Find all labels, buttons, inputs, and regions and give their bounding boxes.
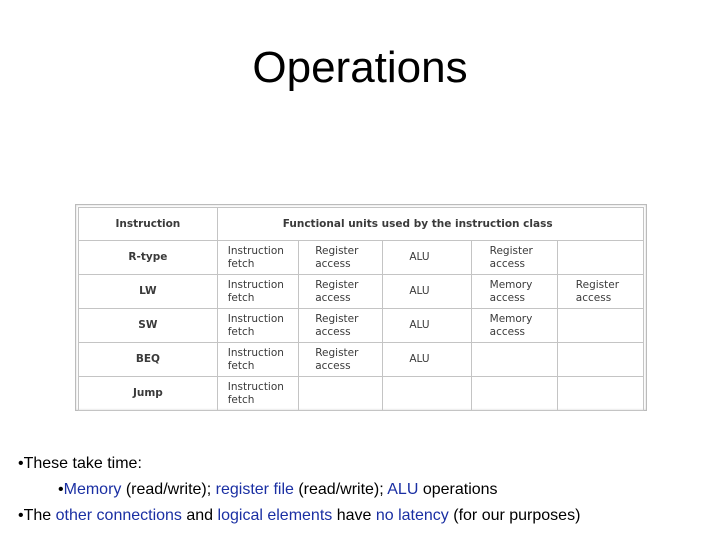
row-label: SW (79, 309, 218, 343)
bullet-list (18, 451, 718, 529)
term-register-file: register file (215, 481, 294, 498)
row-label: R-type (79, 241, 218, 275)
functional-units-table (75, 204, 647, 411)
table-row (79, 309, 644, 343)
bullet-1 (18, 451, 718, 477)
header-functional-units: Functional units used by the instruction class (217, 208, 643, 241)
unit-cell: Memory access (471, 275, 557, 309)
unit-cell: Instruction fetch (217, 377, 298, 411)
unit-cell: Register access (299, 241, 383, 275)
unit-cell (557, 377, 643, 411)
term-memory: Memory (63, 481, 122, 498)
bullet-dot: • (18, 507, 24, 524)
term-logical-elements: logical elements (217, 507, 333, 524)
slide-title: Operations (252, 43, 468, 92)
unit-cell: Register access (299, 343, 383, 377)
unit-cell: ALU (383, 241, 471, 275)
unit-cell: Instruction fetch (217, 275, 298, 309)
term-other-connections: other connections (55, 507, 182, 524)
unit-cell (471, 343, 557, 377)
row-label: LW (79, 275, 218, 309)
unit-cell: Instruction fetch (217, 309, 298, 343)
text-for-our-purposes: (for our purposes) (448, 507, 581, 524)
term-no-latency: no latency (375, 507, 449, 524)
text-have: have (332, 507, 376, 524)
table-row (79, 377, 644, 411)
unit-cell: Memory access (471, 309, 557, 343)
bullet-3 (18, 503, 718, 529)
row-label: Jump (79, 377, 218, 411)
text-and: and (181, 507, 218, 524)
table-header-row (79, 208, 644, 241)
bullet-2 (18, 477, 718, 503)
unit-cell: Register access (557, 275, 643, 309)
unit-cell (557, 241, 643, 275)
unit-cell (471, 377, 557, 411)
unit-cell: ALU (383, 275, 471, 309)
table-row (79, 275, 644, 309)
header-instruction: Instruction (79, 208, 218, 241)
unit-cell: Instruction fetch (217, 241, 298, 275)
row-label: BEQ (79, 343, 218, 377)
unit-cell: ALU (383, 309, 471, 343)
table-row (79, 343, 644, 377)
table-row (79, 241, 644, 275)
text-read-write-1: (read/write); (121, 481, 216, 498)
bullet-dot: • (18, 455, 24, 472)
unit-cell (557, 309, 643, 343)
text-operations: operations (418, 481, 498, 498)
unit-cell (299, 377, 383, 411)
unit-cell: Register access (299, 309, 383, 343)
unit-cell: Register access (299, 275, 383, 309)
text-read-write-2: (read/write); (293, 481, 388, 498)
unit-cell: Instruction fetch (217, 343, 298, 377)
unit-cell (557, 343, 643, 377)
bullet-dot: • (58, 481, 64, 498)
term-alu: ALU (387, 481, 419, 498)
bullet-1-text: These take time: (23, 455, 142, 472)
unit-cell: Register access (471, 241, 557, 275)
unit-cell: ALU (383, 343, 471, 377)
text-the: The (23, 507, 56, 524)
unit-cell (383, 377, 471, 411)
